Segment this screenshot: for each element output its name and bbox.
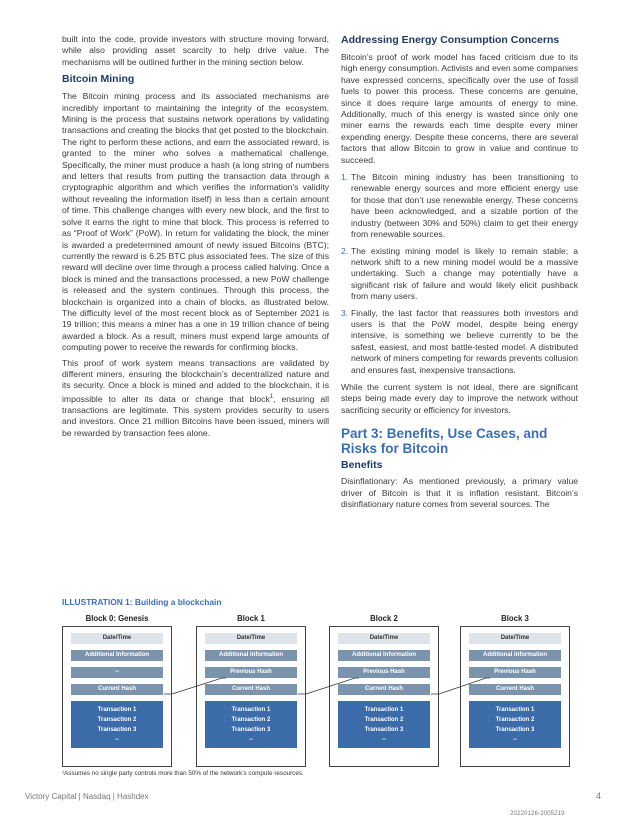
block-2: [329, 614, 439, 767]
list-item: [341, 172, 578, 240]
mining-paragraph-2-rest: , ensuring all transactions are legitimate. This system provides security to users and investors. Once 21 million Bitcoins have been issued, miners will be rewarded by transaction fees alone.: [62, 393, 329, 438]
list-item: [341, 246, 578, 303]
field-transactions: [205, 701, 297, 748]
block-box: [329, 626, 439, 767]
field-additional-information: Additional Information: [469, 650, 561, 661]
mining-paragraph-2-text: This proof of work system means transactions are validated by different miners, ensuring the blockchain’s decentralized nature and its security. Once a block is mined and added to the blockchain, it is impossible to alter its data or change that block: [62, 357, 329, 404]
part-title: Part 3: Benefits, Use Cases, and Risks for Bitcoin: [341, 426, 548, 457]
field-additional-information: Additional Information: [71, 650, 163, 661]
energy-paragraph-2: While the current system is not ideal, there are significant steps being made every day to improve the network without sacrificing security or efficiency for investors.: [341, 381, 578, 415]
transaction-3: Transaction 3: [495, 727, 535, 733]
transaction-more: --: [513, 737, 517, 743]
sub-heading-benefits: Benefits: [341, 459, 383, 472]
transaction-more: --: [382, 737, 386, 743]
mining-paragraph-2: [62, 358, 329, 440]
energy-factors-list: [341, 172, 578, 376]
field-transactions: [71, 701, 163, 748]
field-transactions: [469, 701, 561, 748]
field-current-hash: Current Hash: [205, 684, 297, 695]
footer-sources: Victory Capital | Nasdaq | Hashdex: [25, 792, 149, 801]
transaction-1: Transaction 1: [495, 707, 535, 713]
footnote-ref: 1: [269, 393, 274, 400]
block-label: Block 1: [237, 614, 265, 623]
mining-paragraph-1: The Bitcoin mining process and its associated mechanisms are incredibly important to maintaining the integrity of the ecosystem. Mining is the process that sustains network operations by validating transactions and creating the blocks that get posted to the blockchain. The right to perform these actions, and earn the associated reward, is granted to the miner who solves a mathematical challenge. Specifically, the miner must produce a hash (a long string of numbers and letters that results from putting the transaction data through a cryptographic algorithm and which verifies the information’s validity without revealing the information itself) in less than a certain amount of time. This challenge changes with every new block, and the first to solve it earns the right to mine that block. This process is referred to as “Proof of Work” (PoW). In return for validating the block, the miner is awarded a predetermined amount of newly issued Bitcoins (BTC); currently the reward is 6.25 BTC plus associated fees. The size of this reward will decline over time through a process called halving. Once a block is mined and the transactions processed, a new PoW challenge is released and the system continues. Through this process, the blockchain is organized into a chain of blocks, as illustrated below. The difficulty level of the most recent block as of September 2021 is 19 trillion; this means a miner has a one in 19 trillion chance of being awarded a block. As a result, miners must expend large amounts of computing power to receive the rewards for confirming blocks.: [62, 91, 329, 353]
transaction-3: Transaction 3: [97, 727, 137, 733]
block-genesis: [62, 614, 172, 767]
energy-paragraph-1: Bitcoin’s proof of work model has faced criticism due to its high energy consumption. Activists and even some companies have expressed concerns, specifically over the use of fossil fuels to power this process. These concerns are genuine, since it does require large amounts of energy to mine. Additionally, much of this energy is wasted since only one miner earns the rewards each time despite every miner expending energy. Despite these concerns, there are several factors that allow Bitcoin to grow in value and continue to succeed.: [341, 52, 578, 165]
transaction-3: Transaction 3: [364, 727, 404, 733]
block-box: [62, 626, 172, 767]
field-previous-hash: Previous Hash: [205, 667, 297, 678]
left-column: [62, 34, 329, 443]
field-date-time: Date/Time: [469, 633, 561, 644]
field-transactions: [338, 701, 430, 748]
field-previous-hash: --: [71, 667, 163, 678]
right-column: [341, 34, 578, 514]
intro-paragraph: built into the code, provide investors with structure moving forward, while also providing asset scarcity to help drive value. The mechanisms will be outlined further in the mining section below.: [62, 34, 329, 67]
list-text: The Bitcoin mining industry has been transitioning to renewable energy sources and more efficient energy use for those that don’t use renewable energy. These concerns have been acknowledged, and a sizable portion of the industry (between 30% and 50%) claim to get their energy from renewable sources.: [351, 172, 578, 240]
list-number: 1.: [341, 172, 349, 183]
transaction-2: Transaction 2: [97, 717, 137, 723]
field-previous-hash: Previous Hash: [469, 667, 561, 678]
transaction-1: Transaction 1: [364, 707, 404, 713]
benefits-paragraph: Disinflationary: As mentioned previously, a primary value driver of Bitcoin is that it is inflation resistant. Bitcoin’s disinflationary nature comes from several sources. The: [341, 476, 578, 509]
block-box: [460, 626, 570, 767]
block-label: Block 0: Genesis: [85, 614, 149, 623]
transaction-more: --: [115, 737, 119, 743]
illustration-title-text: Building a blockchain: [134, 597, 222, 607]
field-date-time: Date/Time: [205, 633, 297, 644]
transaction-2: Transaction 2: [364, 717, 404, 723]
field-additional-information: Additional Information: [205, 650, 297, 661]
field-current-hash: Current Hash: [71, 684, 163, 695]
field-previous-hash: Previous Hash: [338, 667, 430, 678]
transaction-more: --: [249, 737, 253, 743]
block-label: Block 2: [370, 614, 398, 623]
illustration-label: ILLUSTRATION 1:: [62, 597, 133, 607]
field-current-hash: Current Hash: [469, 684, 561, 695]
field-date-time: Date/Time: [338, 633, 430, 644]
block-box: [196, 626, 306, 767]
section-heading-bitcoin-mining: Bitcoin Mining: [62, 73, 135, 86]
transaction-3: Transaction 3: [231, 727, 271, 733]
field-current-hash: Current Hash: [338, 684, 430, 695]
transaction-1: Transaction 1: [97, 707, 137, 713]
list-text: The existing mining model is likely to remain stable; a network shift to a new mining model would be a massive undertaking. Such a change may potentially have a significant risk of failure and would likely elicit pushback from many users.: [351, 245, 578, 302]
illustration-title: [62, 597, 221, 607]
page-number: 4: [596, 791, 602, 801]
field-additional-information: Additional Information: [338, 650, 430, 661]
list-number: 2.: [341, 245, 349, 256]
list-number: 3.: [341, 307, 349, 318]
document-code: 20220126-2005219: [510, 810, 565, 817]
transaction-2: Transaction 2: [231, 717, 271, 723]
block-3: [460, 614, 570, 767]
transaction-2: Transaction 2: [495, 717, 535, 723]
field-date-time: Date/Time: [71, 633, 163, 644]
section-heading-energy: Addressing Energy Consumption Concerns: [341, 34, 560, 46]
list-item: [341, 308, 578, 376]
list-text: Finally, the last factor that reassures both investors and users is that the PoW model, despite being energy intensive, is something we believe currently to be the safest, easiest, and most battle-tested model. A distributed network of miners competing for rewards prevents collusion and ensures fast, inexpensive transactions.: [351, 307, 578, 375]
block-1: [196, 614, 306, 767]
block-label: Block 3: [501, 614, 529, 623]
transaction-1: Transaction 1: [231, 707, 271, 713]
footnote: ¹Assumes no single party controls more than 50% of the network’s compute resources.: [62, 770, 304, 777]
